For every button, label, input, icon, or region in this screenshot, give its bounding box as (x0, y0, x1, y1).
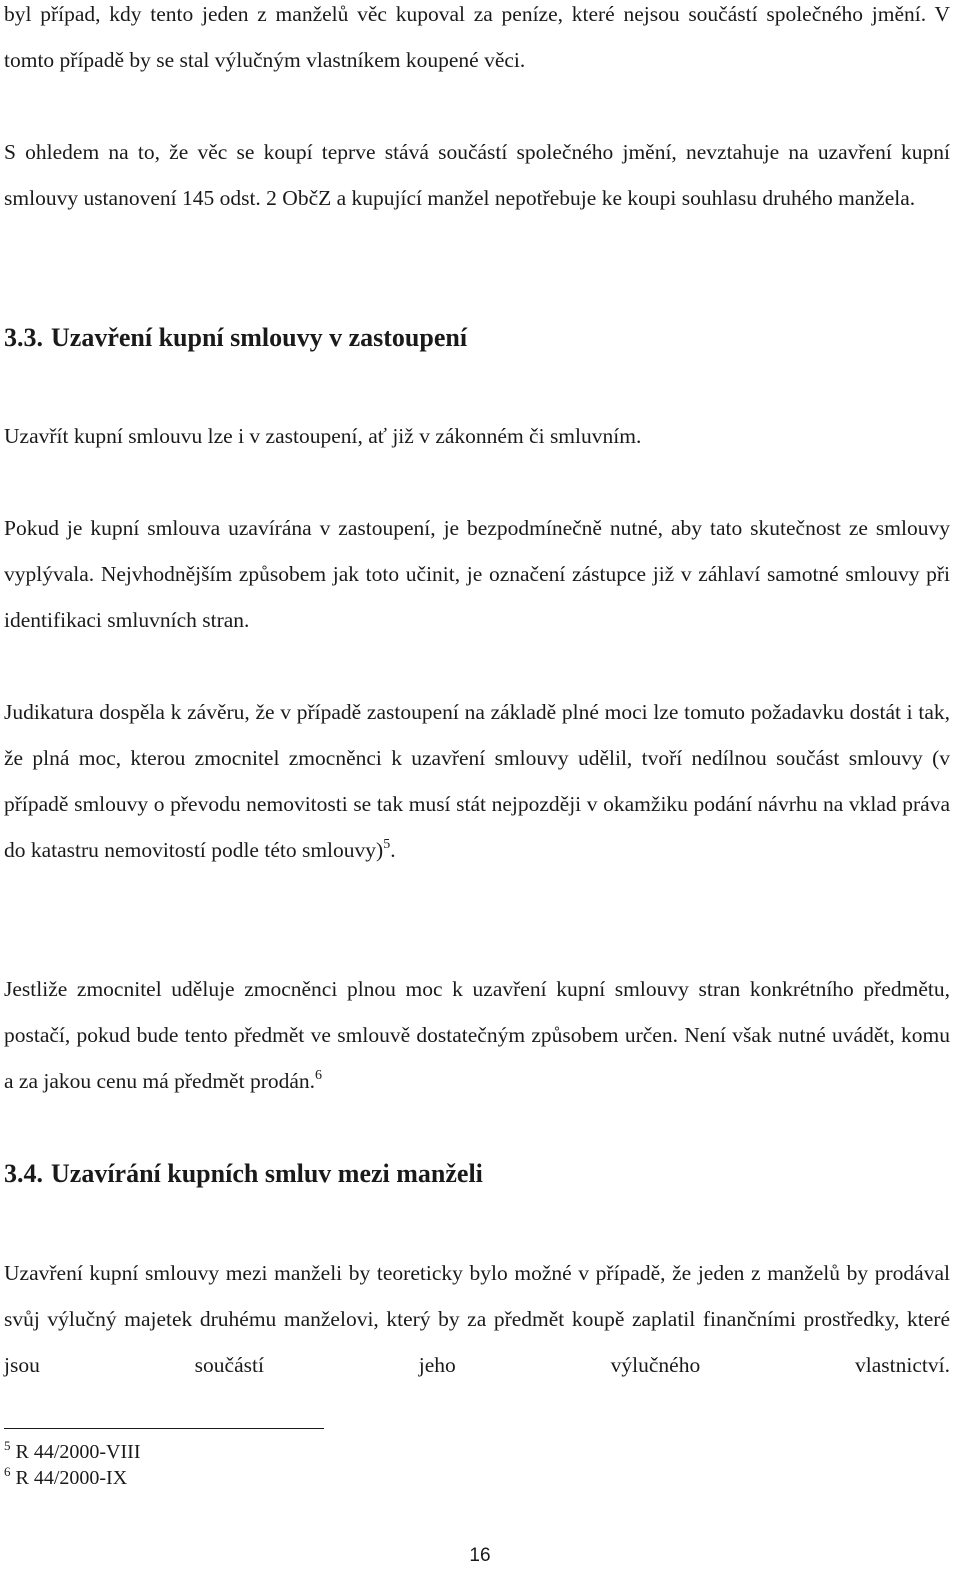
footnote-ref-5: 5 (383, 837, 391, 852)
footnote-6 (4, 1466, 127, 1490)
paragraph-continued: byl případ, kdy tento jeden z manželů věc kupoval za peníze, které nejsou součástí společného jmění. V tomto případě by se stal výlučným vlastníkem koupené věci. (4, 2, 950, 72)
paragraph-power-of-attorney-text: Jestliže zmocnitel uděluje zmocněnci plnou moc k uzavření kupní smlouvy stran konkrétního předmětu, postačí, pokud bude tento předmět ve smlouvě dostatečným způsobem určen. Není však nutné uvádět, komu a za jakou cenu má předmět prodán. (4, 977, 950, 1093)
paragraph-shared-property: S ohledem na to, že věc se koupí teprve stává součástí společného jmění, nevztahuje na uzavření kupní smlouvy ustanovení 145 odst. 2 ObčZ a kupující manžel nepotřebuje ke koupi souhlasu druhého manžela. (4, 140, 950, 210)
paragraph-power-of-attorney (4, 966, 950, 1104)
heading-3-4 (4, 1158, 483, 1190)
paragraph-case-law (4, 689, 950, 873)
paragraph-case-law-text: Judikatura dospěla k závěru, že v případě zastoupení na základě plné moci lze tomuto požadavku dostát i tak, že plná moc, kterou zmocnitel zmocněnci k uzavření smlouvy udělil, tvoří nedílnou součást smlouvy (v případě smlouvy o převodu nemovitosti se tak musí stát nejpozději v okamžiku podání návrhu na vklad práva do katastru nemovitostí podle této smlouvy) (4, 700, 950, 862)
footnote-separator (4, 1428, 324, 1429)
page-number: 16 (469, 1545, 491, 1566)
heading-3-3 (4, 322, 467, 354)
paragraph-representation-condition: Pokud je kupní smlouva uzavírána v zastoupení, je bezpodmínečně nutné, aby tato skutečnost ze smlouvy vyplývala. Nejvhodnějším způsobem jak toto učinit, je označení zástupce již v záhlaví samotné smlouvy při identifikaci smluvních stran. (4, 516, 950, 632)
heading-3-4-number: 3.4. (4, 1159, 43, 1188)
heading-3-3-title: Uzavření kupní smlouvy v zastoupení (51, 323, 468, 352)
heading-3-3-number: 3.3. (4, 323, 43, 352)
paragraph-spouses-purchase: Uzavření kupní smlouvy mezi manželi by teoreticky bylo možné v případě, že jeden z manželů by prodával svůj výlučný majetek druhému manželovi, který by za předmět koupě zaplatil finančními prostředky, které jsou součástí jeho výlučného vlastnictví. (4, 1261, 950, 1377)
footnote-mark-5: 5 (4, 1438, 11, 1453)
paragraph-case-law-end: . (390, 838, 396, 862)
footnote-ref-6: 6 (315, 1068, 323, 1083)
paragraph-representation-intro: Uzavřít kupní smlouvu lze i v zastoupení, ať již v zákonném či smluvním. (4, 424, 642, 448)
footnote-mark-6: 6 (4, 1464, 11, 1479)
footnote-text-6: R 44/2000-IX (15, 1467, 128, 1489)
footnote-text-5: R 44/2000-VIII (15, 1441, 141, 1463)
heading-3-4-title: Uzavírání kupních smluv mezi manželi (51, 1159, 483, 1188)
footnote-5 (4, 1440, 140, 1464)
